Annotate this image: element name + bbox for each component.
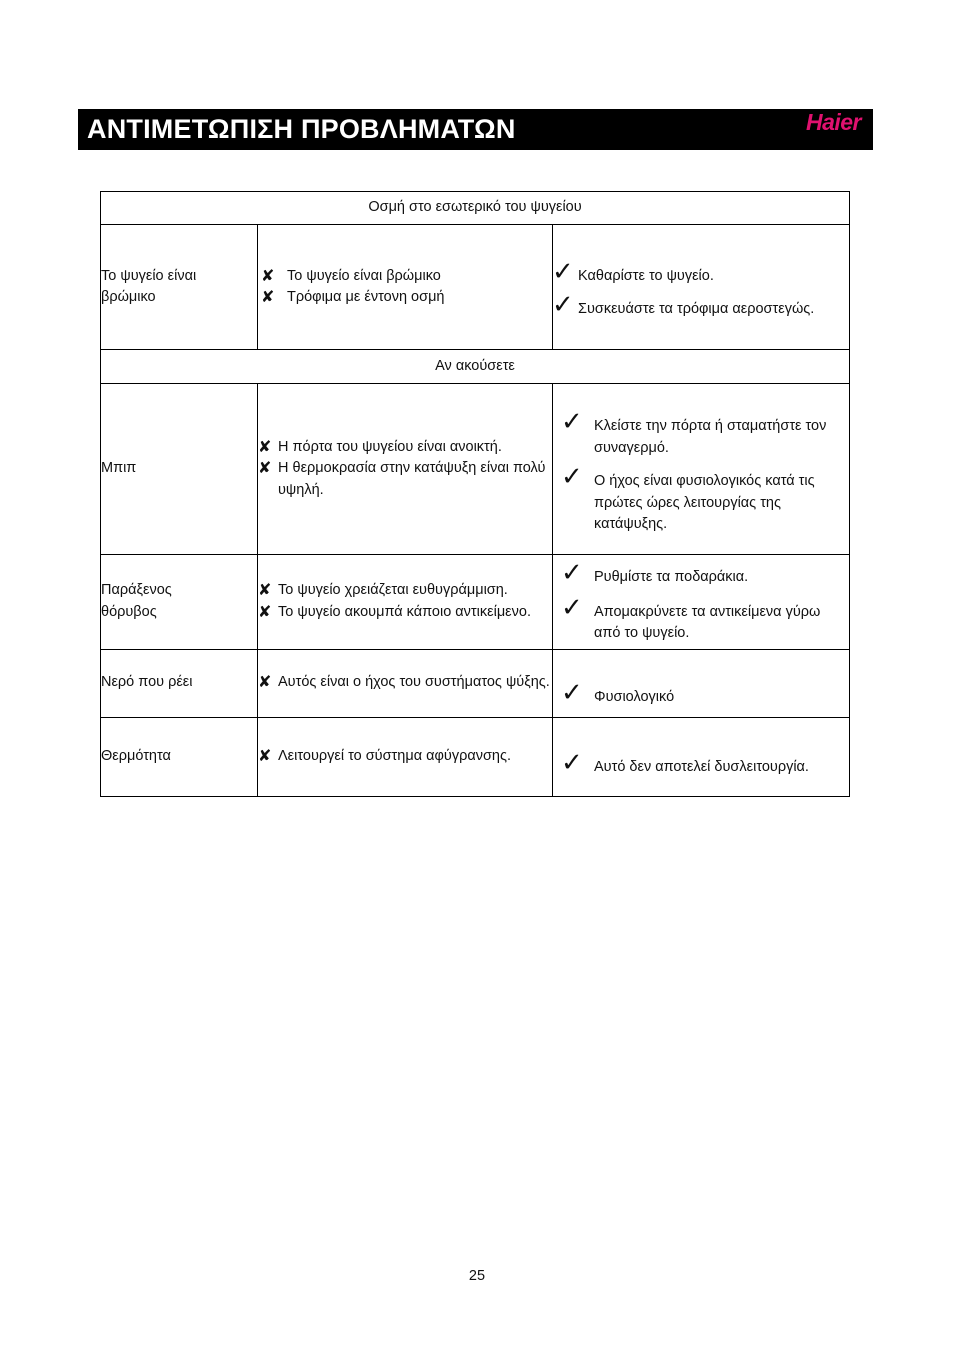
solution-item: [553, 746, 849, 779]
solution-item: [552, 256, 849, 288]
cause-text: Λειτουργεί το σύστημα αφύγρανσης.: [278, 747, 511, 764]
solution-text: Καθαρίστε το ψυγείο.: [578, 268, 714, 284]
solution-item: [553, 406, 849, 459]
solution-text: Φυσιολογικό: [594, 688, 675, 705]
page-number: 25: [468, 1268, 486, 1284]
cause-cell: [258, 555, 553, 650]
section-heading-sounds: Αν ακούσετε: [101, 350, 850, 384]
cause-text: Το ψυγείο είναι βρώμικο: [287, 267, 441, 284]
solution-text: Συσκευάστε τα τρόφιμα αεροστεγώς.: [578, 300, 815, 317]
table-row: [101, 555, 850, 650]
cross-icon: ✘: [261, 289, 275, 306]
checkmark-icon: ✓: [561, 676, 583, 707]
symptom-cell: Θερμότητα: [101, 717, 258, 796]
solution-text: Ρυθμίστε τα ποδαράκια.: [594, 569, 749, 585]
checkmark-icon: ✓: [552, 256, 574, 286]
cause-item: [261, 266, 552, 288]
solution-cell: [553, 225, 850, 350]
cause-text: Τρόφιμα με έντονη οσμή: [287, 289, 445, 305]
table-row: [101, 225, 850, 350]
solution-text: Κλείστε την πόρτα ή σταματήστε τον συναγερμό.: [594, 418, 827, 456]
section-heading-odor: Οσμή στο εσωτερικό του ψυγείου: [101, 192, 850, 225]
cross-icon: ✘: [258, 747, 272, 765]
cause-item: [258, 746, 552, 768]
cause-item: [258, 437, 552, 459]
cause-item: [258, 602, 552, 624]
cause-text: Η θερμοκρασία στην κατάψυξη είναι πολύ υψηλή.: [278, 460, 546, 498]
solution-cell: [553, 649, 850, 717]
cross-icon: ✘: [258, 603, 272, 621]
cause-item: [258, 458, 552, 501]
solution-cell: [553, 717, 850, 796]
table-row: [101, 649, 850, 717]
checkmark-icon: ✓: [561, 591, 583, 622]
solution-item: [553, 557, 849, 589]
cross-icon: ✘: [261, 267, 275, 285]
solution-text: Απομακρύνετε τα αντικείμενα γύρω από το ψυγείο.: [594, 603, 821, 641]
table-row: [101, 717, 850, 796]
solution-item: [553, 591, 849, 645]
solution-item: [553, 676, 849, 709]
cause-text: Αυτός είναι ο ήχος του συστήματος ψύξης.: [278, 674, 550, 691]
solution-cell: [553, 384, 850, 555]
cause-item: [258, 672, 552, 694]
solution-text: Αυτό δεν αποτελεί δυσλειτουργία.: [594, 758, 809, 775]
cause-cell: [258, 717, 553, 796]
troubleshooting-table: [100, 191, 850, 797]
checkmark-icon: ✓: [561, 406, 583, 437]
symptom-cell: Νερό που ρέει: [101, 649, 258, 717]
cross-icon: ✘: [258, 582, 272, 600]
checkmark-icon: ✓: [552, 288, 574, 319]
cross-icon: ✘: [258, 460, 272, 478]
cross-icon: ✘: [258, 438, 272, 456]
checkmark-icon: ✓: [561, 746, 583, 777]
solution-cell: [553, 555, 850, 650]
section-heading-row: [101, 350, 850, 384]
cause-cell: [258, 225, 553, 350]
cross-icon: ✘: [258, 674, 272, 692]
section-heading-row: [101, 192, 850, 225]
checkmark-icon: ✓: [561, 461, 583, 492]
symptom-cell: Μπιπ: [101, 384, 258, 555]
checkmark-icon: ✓: [561, 557, 583, 587]
symptom-cell: Παράξενος θόρυβος: [101, 555, 258, 650]
solution-item: [552, 288, 849, 321]
page-header: [78, 109, 873, 150]
symptom-cell: Το ψυγείο είναι βρώμικο: [101, 225, 258, 350]
solution-item: [553, 461, 849, 536]
cause-item: [261, 287, 552, 309]
cause-cell: [258, 384, 553, 555]
cause-item: [258, 580, 552, 602]
brand-logo: Haier: [805, 109, 861, 135]
solution-text: Ο ήχος είναι φυσιολογικός κατά τις πρώτες ώρες λειτουργίας της κατάψυξης.: [594, 473, 815, 533]
cause-text: Το ψυγείο χρειάζεται ευθυγράμμιση.: [278, 582, 508, 599]
table-row: [101, 384, 850, 555]
cause-text: Η πόρτα του ψυγείου είναι ανοικτή.: [278, 438, 502, 455]
cause-text: Το ψυγείο ακουμπά κάποιο αντικείμενο.: [278, 603, 531, 620]
page-title: ΑΝΤΙΜΕΤΩΠΙΣΗ ΠΡΟΒΛΗΜΑΤΩΝ: [87, 114, 516, 144]
cause-cell: [258, 649, 553, 717]
